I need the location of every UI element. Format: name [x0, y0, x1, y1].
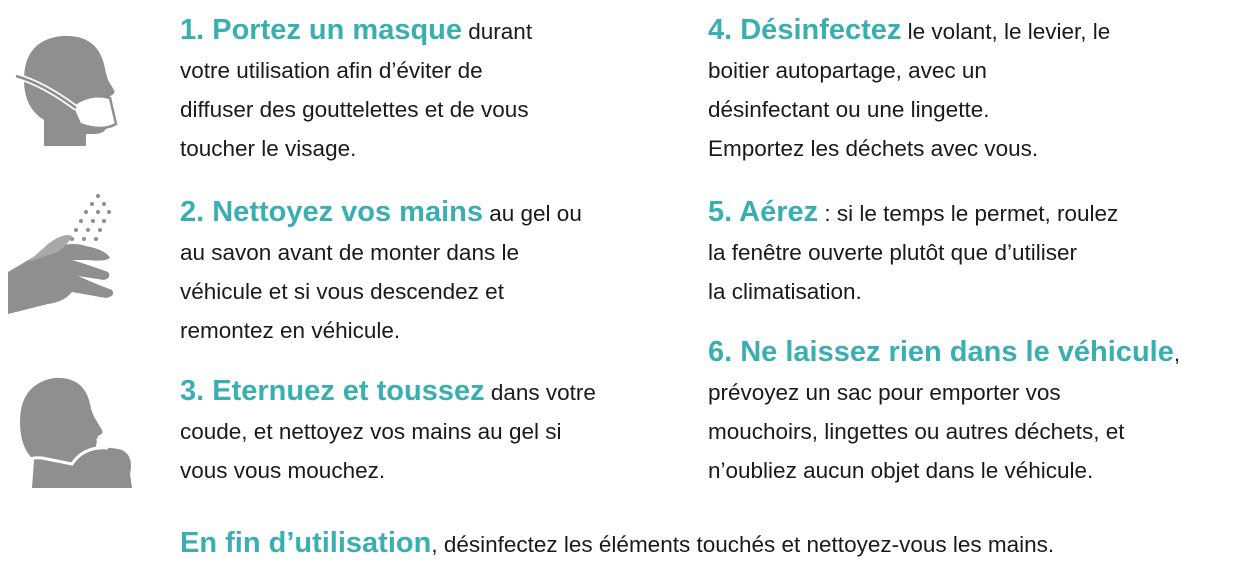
tip-5: [708, 193, 1118, 311]
tip-2-line-2: au savon avant de monter dans le: [180, 240, 519, 265]
tip-2-line-1: au gel ou: [483, 201, 582, 226]
tip-4-line-2: boitier autopartage, avec un: [708, 58, 987, 83]
tip-5-heading: 5. Aérez: [708, 196, 819, 228]
tip-3-line-2: coude, et nettoyez vos mains au gel si: [180, 419, 562, 444]
tip-1: [180, 11, 532, 168]
tip-4-line-1: le volant, le levier, le: [901, 19, 1111, 44]
tip-5-line-3: la climatisation.: [708, 279, 862, 304]
tip-2: [180, 193, 582, 350]
tip-4: [708, 11, 1110, 168]
tip-4-heading: 4. Désinfectez: [708, 14, 902, 46]
sneeze-elbow-icon: [12, 374, 136, 489]
tip-6-line-3: mouchoirs, lingettes ou autres déchets, et: [708, 419, 1125, 444]
tip-3: [180, 372, 596, 490]
tip-1-line-1: durant: [462, 19, 533, 44]
tip-6-line-2: prévoyez un sac pour emporter vos: [708, 380, 1061, 405]
tip-6-line-1: ,: [1173, 341, 1181, 366]
footer-note: [180, 524, 1054, 564]
tip-5-line-2: la fenêtre ouverte plutôt que d’utiliser: [708, 240, 1077, 265]
tip-1-line-2: votre utilisation afin d’éviter de: [180, 58, 483, 83]
tip-6-line-4: n’oubliez aucun objet dans le véhicule.: [708, 458, 1094, 483]
footer-text: , désinfectez les éléments touchés et nettoyez-vous les mains.: [431, 532, 1055, 557]
tip-6-heading: 6. Ne laissez rien dans le véhicule: [708, 336, 1174, 368]
tip-1-line-4: toucher le visage.: [180, 136, 357, 161]
tip-2-heading: 2. Nettoyez vos mains: [180, 196, 483, 228]
tip-3-heading: 3. Eternuez et toussez: [180, 375, 485, 407]
footer-heading: En fin d’utilisation: [180, 527, 432, 559]
tip-1-line-3: diffuser des gouttelettes et de vous: [180, 97, 529, 122]
tip-3-line-1: dans votre: [484, 380, 596, 405]
tip-4-line-3: désinfectant ou une lingette.: [708, 97, 990, 122]
tip-3-line-3: vous vous mouchez.: [180, 458, 386, 483]
hand-wash-icon: [8, 192, 128, 322]
tip-2-line-3: véhicule et si vous descendez et: [180, 279, 504, 304]
tip-6: [708, 333, 1180, 490]
tip-5-line-1: : si le temps le permet, roulez: [818, 201, 1119, 226]
tip-4-line-4: Emportez les déchets avec vous.: [708, 136, 1039, 161]
tip-2-line-4: remontez en véhicule.: [180, 318, 401, 343]
tip-1-heading: 1. Portez un masque: [180, 14, 463, 46]
mask-face-icon: [14, 28, 124, 148]
